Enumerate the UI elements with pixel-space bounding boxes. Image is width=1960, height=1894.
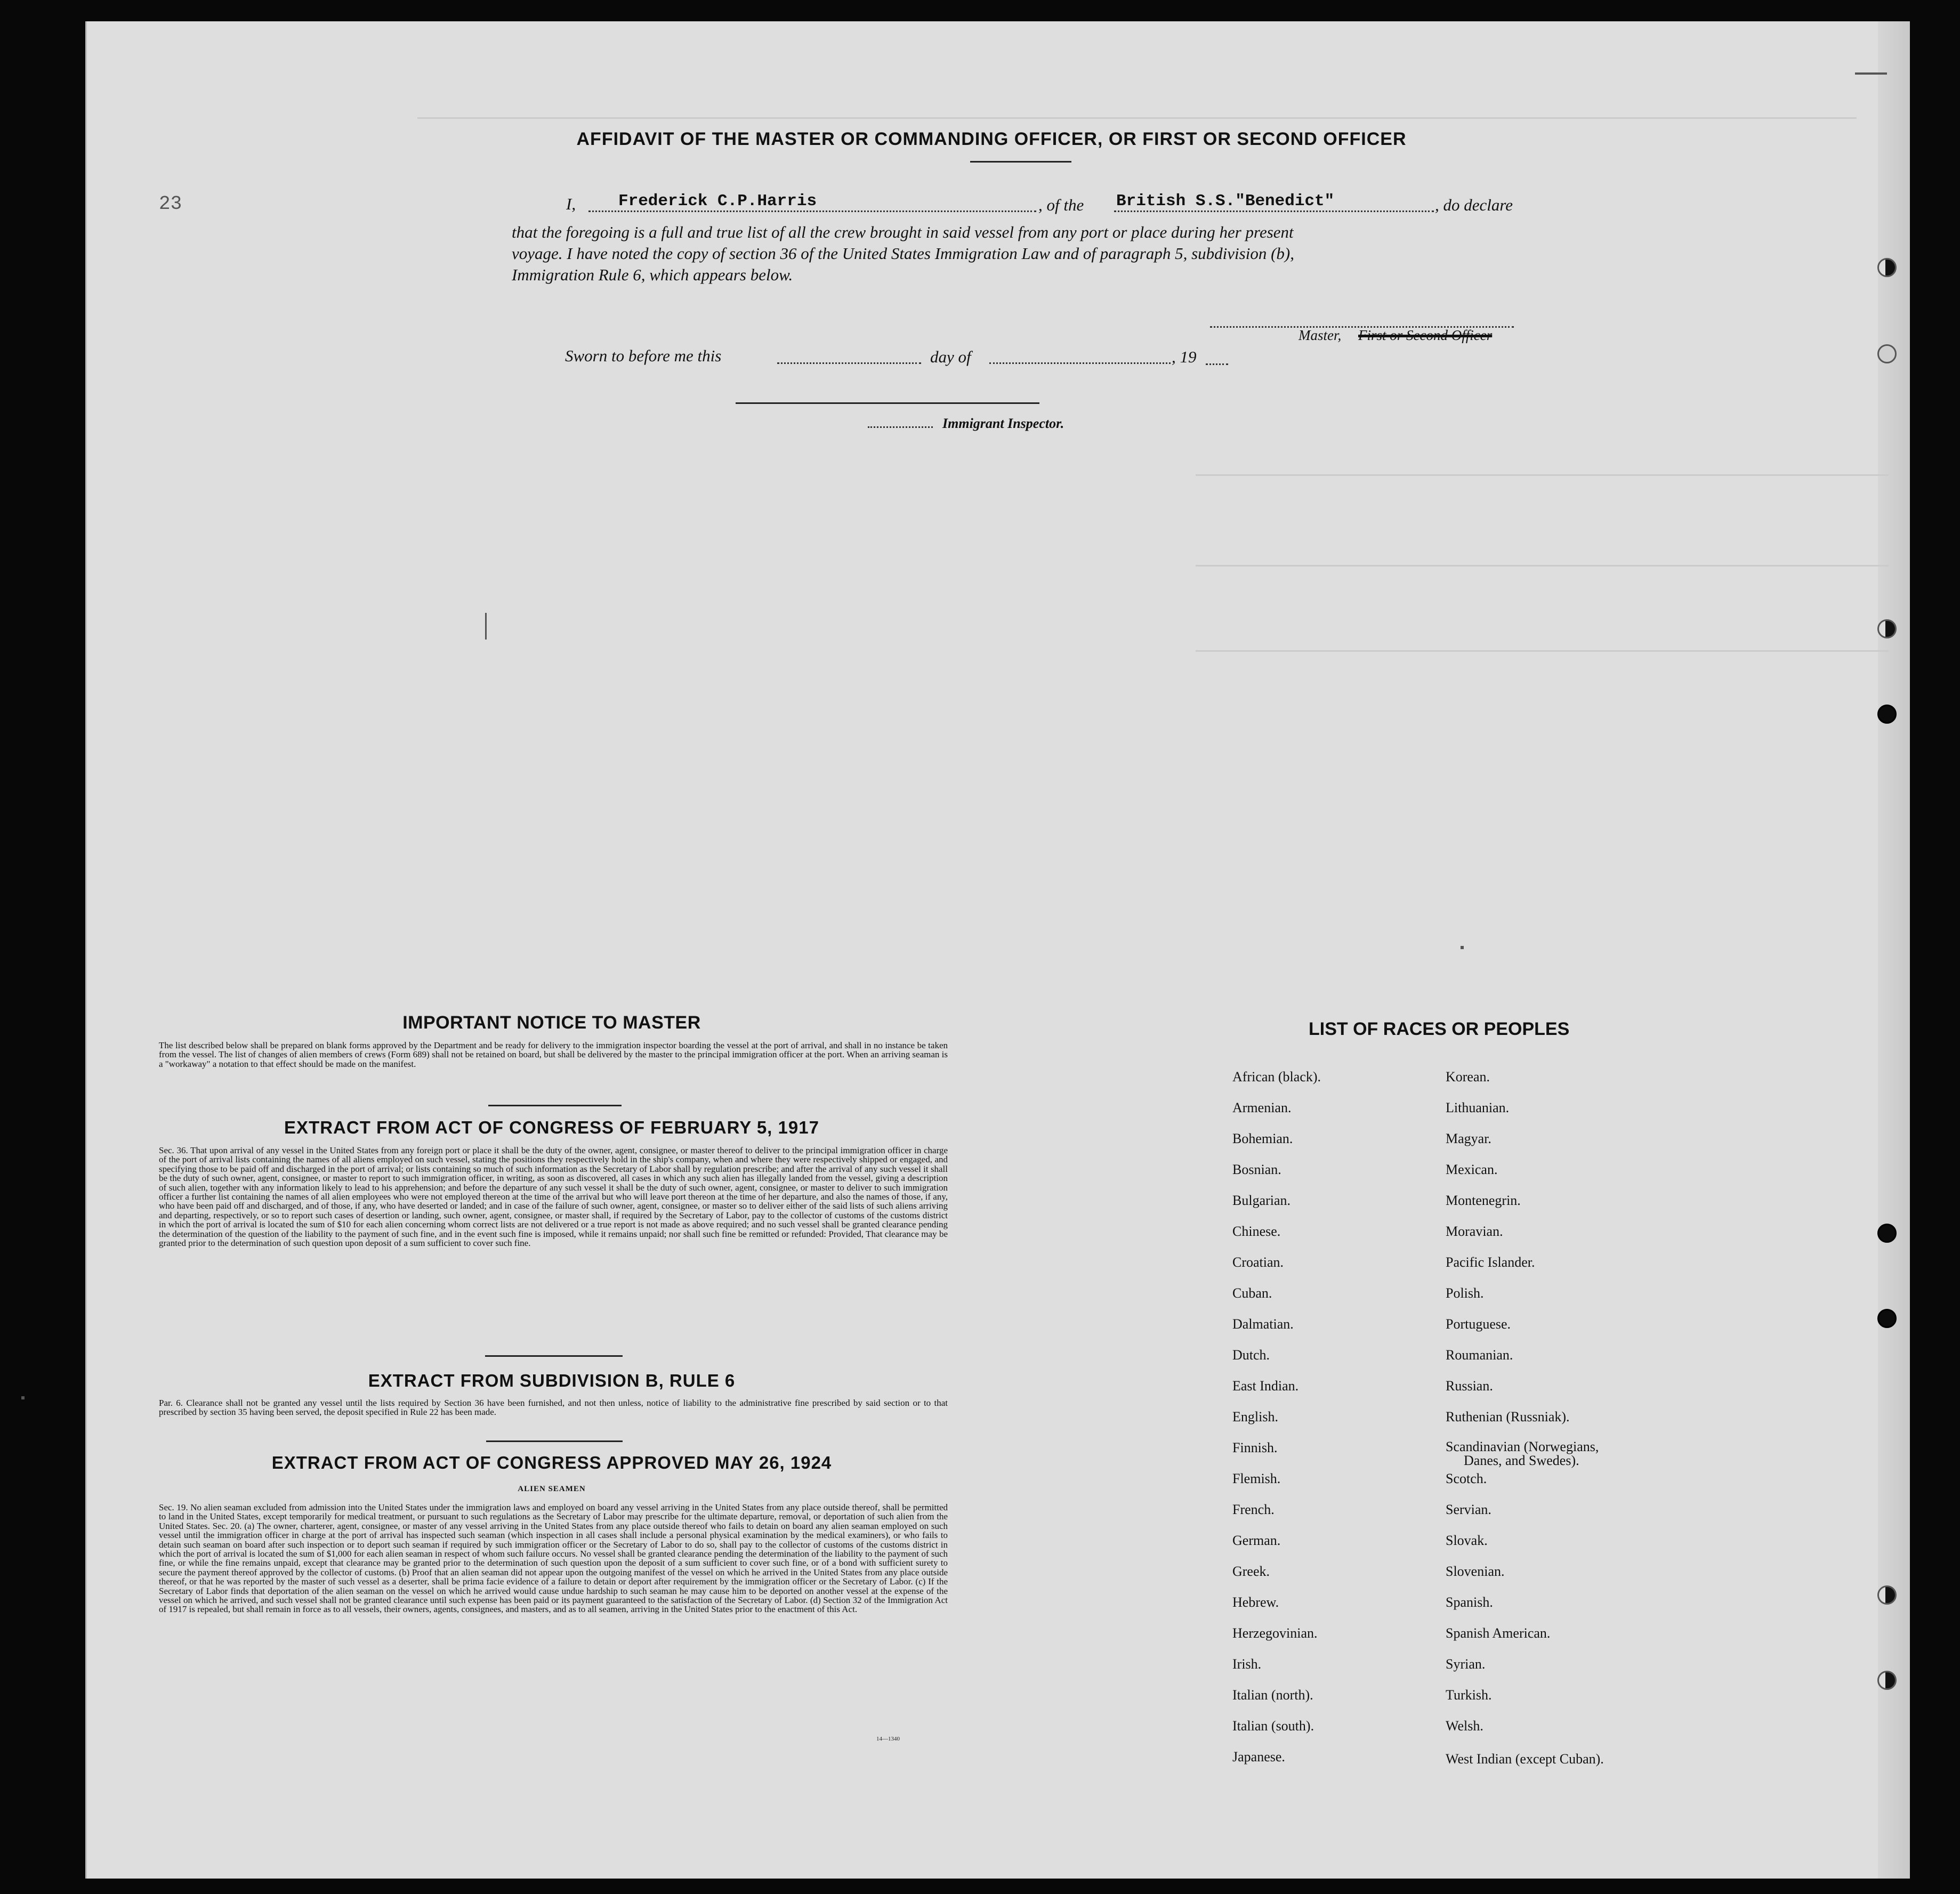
race-item: Lithuanian. <box>1446 1100 1510 1115</box>
race-item: Spanish. <box>1446 1594 1493 1610</box>
punch-hole <box>1877 619 1897 638</box>
race-item: Chinese. <box>1232 1224 1281 1239</box>
race-item: Armenian. <box>1232 1100 1292 1115</box>
sworn-text: Sworn to before me this <box>565 346 722 365</box>
race-item: Roumanian. <box>1446 1347 1513 1363</box>
race-item: Polish. <box>1446 1285 1484 1301</box>
margin-mark: 23 <box>159 193 182 215</box>
master-label: Master, <box>1298 327 1342 343</box>
race-item: Bosnian. <box>1232 1162 1281 1177</box>
race-item: Slovak. <box>1446 1533 1488 1548</box>
race-item: East Indian. <box>1232 1378 1299 1394</box>
declaration-line-3: voyage. I have noted the copy of section 36 of the United States Immigration Law and of paragraph 5, subdivision (b), <box>512 244 1294 263</box>
scan-artifact <box>485 613 487 640</box>
punch-hole <box>1877 1224 1897 1243</box>
race-item: Japanese. <box>1232 1749 1285 1765</box>
race-item: Italian (south). <box>1232 1718 1314 1734</box>
race-item: French. <box>1232 1502 1275 1517</box>
race-item: Bulgarian. <box>1232 1193 1291 1208</box>
punch-hole <box>1877 705 1897 724</box>
race-item: African (black). <box>1232 1069 1321 1084</box>
race-item: Bohemian. <box>1232 1131 1293 1146</box>
race-item: Danes, and Swedes). <box>1464 1453 1579 1468</box>
section-divider <box>485 1355 623 1357</box>
race-item: Flemish. <box>1232 1471 1281 1486</box>
punch-hole <box>1877 1585 1897 1605</box>
race-item: Syrian. <box>1446 1656 1486 1672</box>
race-item: Korean. <box>1446 1069 1490 1084</box>
title-divider <box>970 161 1071 163</box>
bleed-through-line <box>417 117 1857 119</box>
inspector-dotted-line <box>868 426 933 428</box>
race-item: Finnish. <box>1232 1440 1278 1455</box>
inspector-label: Immigrant Inspector. <box>942 416 1064 431</box>
extract-1917-title: EXTRACT FROM ACT OF CONGRESS OF FEBRUARY 5, 1917 <box>284 1118 819 1137</box>
race-item: English. <box>1232 1409 1278 1424</box>
race-item: Hebrew. <box>1232 1594 1279 1610</box>
race-item: Scotch. <box>1446 1471 1487 1486</box>
extract-1917-text: Sec. 36. That upon arrival of any vessel in the United States from any foreign port or place it shall be the duty of the owner, agent, consignee, or master thereof to deliver to the principal immigration officer in charge of the port of arrival lists containing the names of all aliens employed on such vessel, stating the positions they respectively hold in the ship's company, when and where they were respectively shipped or engaged, and specifying those to be paid off and discharged in the port of arrival; or lists containing so much of such information as the Secretary of Labor shall by regulation prescribe; and after the arrival of any such vessel it shall be the duty of such owner, agent, consignee, or master to report to such immigration officer, in writing, as soon as discovered, all cases in which any such alien has illegally landed from the vessel, giving a description of such alien, together with any information likely to lead to his apprehension; and before the departure of any such vessel it shall be the duty of such owner, agent, consignee, or master to deliver to such immigration officer a further list containing the names of all alien employees who were not employed thereon at the time of the arrival but who will leave port thereon at the time of her departure, and also the names of those, if any, who have been paid off and discharged, and of those, if any, who have deserted or landed; and in case of the failure of such owner, agent, consignee, or master so to deliver either of the said lists of such aliens arriving and departing, respectively, or so to report such cases of desertion or landing, such owner, agent, consignee, or master shall, if required by the Secretary of Labor, pay to the collector of customs of the customs district in which the port of arrival is located the sum of $10 for each alien concerning whom correct lists are not delivered or a true report is not made as above required; and no such vessel shall be granted clearance pending the determination of the question of the liability to the payment of such fine, and in the event such fine is imposed, while it remains unpaid; nor shall such fine be remitted or refunded: Provided, That clearance may be granted prior to the determination of such question upon deposit of a sum sufficient to cover such fine. <box>159 1145 948 1249</box>
race-item: Herzegovinian. <box>1232 1625 1318 1641</box>
year-prefix: , 19 <box>1172 347 1197 366</box>
race-item: Spanish American. <box>1446 1625 1551 1641</box>
punch-hole <box>1877 1671 1897 1690</box>
declaration-line-4: Immigration Rule 6, which appears below. <box>512 265 793 284</box>
notice-text: The list described below shall be prepared on blank forms approved by the Department and be ready for delivery to the immigration inspector boarding the vessel at the port of arrival, and shall in no instance be taken from the vessel. The list of changes of alien members of crews (Form 689) shall not be retained on board, but shall be delivered by the master to the principal immigration officer at the port. When an arriving seaman is a "workaway" a notation to that effect should be made on the manifest. <box>159 1040 948 1069</box>
scan-artifact <box>1461 946 1464 949</box>
race-item: Mexican. <box>1446 1162 1498 1177</box>
race-item: Ruthenian (Russniak). <box>1446 1409 1570 1424</box>
do-declare-text: , do declare <box>1435 196 1513 214</box>
inspector-signature-line <box>736 402 1039 404</box>
race-item: Cuban. <box>1232 1285 1272 1301</box>
race-item: Irish. <box>1232 1656 1262 1672</box>
alien-seamen-subtitle: ALIEN SEAMEN <box>518 1485 586 1493</box>
declarant-name: Frederick C.P.Harris <box>618 192 817 211</box>
race-item: Montenegrin. <box>1446 1193 1521 1208</box>
race-item: Turkish. <box>1446 1687 1492 1703</box>
section-divider <box>488 1105 622 1106</box>
bleed-through-line <box>1196 565 1889 566</box>
extract-1924-title: EXTRACT FROM ACT OF CONGRESS APPROVED MAY 26, 1924 <box>271 1453 832 1472</box>
race-item: West Indian (except Cuban). <box>1446 1751 1604 1767</box>
bleed-through-line <box>1196 650 1889 652</box>
master-struck-text: First or Second Officer <box>1358 327 1493 343</box>
form-number: 14—1340 <box>876 1736 900 1742</box>
race-item: Russian. <box>1446 1378 1493 1394</box>
extract-1924-text: Sec. 19. No alien seaman excluded from admission into the United States under the immigration laws and employed on board any vessel arriving in the United States from any place outside thereof, shall be permitted to land in the United States, except temporarily for medical treatment, or pursuant to such regulations as the Secretary of Labor may prescribe for the ultimate departure, removal, or deportation of such alien from the United States. Sec. 20. (a) The owner, charterer, agent, consignee, or master of any vessel arriving in the United States from any place outside thereof who fails to detain on board any alien seaman employed on such vessel until the immigration officer in charge at the port of arrival has inspected such seaman (which inspection in all cases shall include a personal physical examination by the medical examiners), or who fails to detain such seaman on board after such inspection or to deport such seaman if required by such immigration officer or the Secretary of Labor to do so, shall pay to the collector of customs of the customs district in which the port of arrival is located the sum of $1,000 for each alien seaman in respect of whom such failure occurs. No vessel shall be granted clearance pending the determination of the liability to the payment of such fine, or while the fine remains unpaid, except that clearance may be granted prior to the determination of such question upon the deposit of a sum sufficient to cover such fine, or of a bond with sufficient surety to secure the payment thereof approved by the collector of customs. (b) Proof that an alien seaman did not appear upon the outgoing manifest of the vessel on which he arrived in the United States from any place outside thereof, or that he was reported by the master of such vessel as a deserter, shall be prima facie evidence of a failure to detain or deport after requirement by the immigration officer or the Secretary of Labor. (c) If the Secretary of Labor finds that deportation of the alien seaman on the vessel on which he arrived would cause undue hardship to such seaman he may cause him to be deported on another vessel at the expense of the vessel on which he arrived, and such vessel shall not be granted clearance until such expense has been paid or its payment guaranteed to the satisfaction of the Secretary of Labor. (d) Section 32 of the Immigration Act of 1917 is repealed, but shall remain in force as to all vessels, their owners, agents, consignees, and masters, and as to all seamen, arriving in the United States prior to the enactment of this Act. <box>159 1502 948 1615</box>
race-item: Moravian. <box>1446 1224 1503 1239</box>
sworn-month-line <box>989 362 1171 364</box>
race-item: Welsh. <box>1446 1718 1483 1734</box>
race-item: Pacific Islander. <box>1446 1254 1535 1270</box>
notice-title: IMPORTANT NOTICE TO MASTER <box>402 1013 701 1033</box>
race-item: Servian. <box>1446 1502 1491 1517</box>
race-item: Dutch. <box>1232 1347 1270 1363</box>
race-item: Croatian. <box>1232 1254 1284 1270</box>
punch-hole <box>1877 1309 1897 1328</box>
section-divider <box>486 1440 623 1442</box>
race-item: Italian (north). <box>1232 1687 1313 1703</box>
races-title: LIST OF RACES OR PEOPLES <box>1309 1019 1570 1039</box>
year-field-line <box>1206 363 1228 365</box>
race-item: Dalmatian. <box>1232 1316 1294 1332</box>
affidavit-title: AFFIDAVIT OF THE MASTER OR COMMANDING OFFICER, OR FIRST OR SECOND OFFICER <box>576 129 1407 149</box>
race-item: Slovenian. <box>1446 1564 1505 1579</box>
race-item: Portuguese. <box>1446 1316 1511 1332</box>
sworn-day-line <box>777 362 921 364</box>
race-item: Scandinavian (Norwegians, <box>1446 1439 1599 1454</box>
race-item: Magyar. <box>1446 1131 1491 1146</box>
day-of-text: day of <box>930 347 971 366</box>
vessel-field-line <box>1114 211 1434 212</box>
name-field-line <box>588 211 1036 212</box>
of-the-text: , of the <box>1038 196 1084 214</box>
punch-hole <box>1877 344 1897 363</box>
rule6-text: Par. 6. Clearance shall not be granted any vessel until the lists required by Section 36 have been furnished, and not then unless, notice of liability to the administrative fine prescribed by said section or to that prescribed by section 35 having been served, the deposit specified in Rule 22 has been made. <box>159 1398 948 1418</box>
declaration-pronoun: I, <box>566 195 576 213</box>
scan-artifact <box>21 1396 25 1399</box>
bleed-through-line <box>1196 474 1889 476</box>
scan-artifact <box>1855 72 1887 75</box>
race-item: German. <box>1232 1533 1281 1548</box>
declaration-line-2: that the foregoing is a full and true list of all the crew brought in said vessel from any port or place during her present <box>512 223 1294 241</box>
vessel-name: British S.S."Benedict" <box>1116 192 1335 211</box>
race-item: Greek. <box>1232 1564 1270 1579</box>
rule6-title: EXTRACT FROM SUBDIVISION B, RULE 6 <box>368 1371 736 1390</box>
punch-hole <box>1877 258 1897 277</box>
